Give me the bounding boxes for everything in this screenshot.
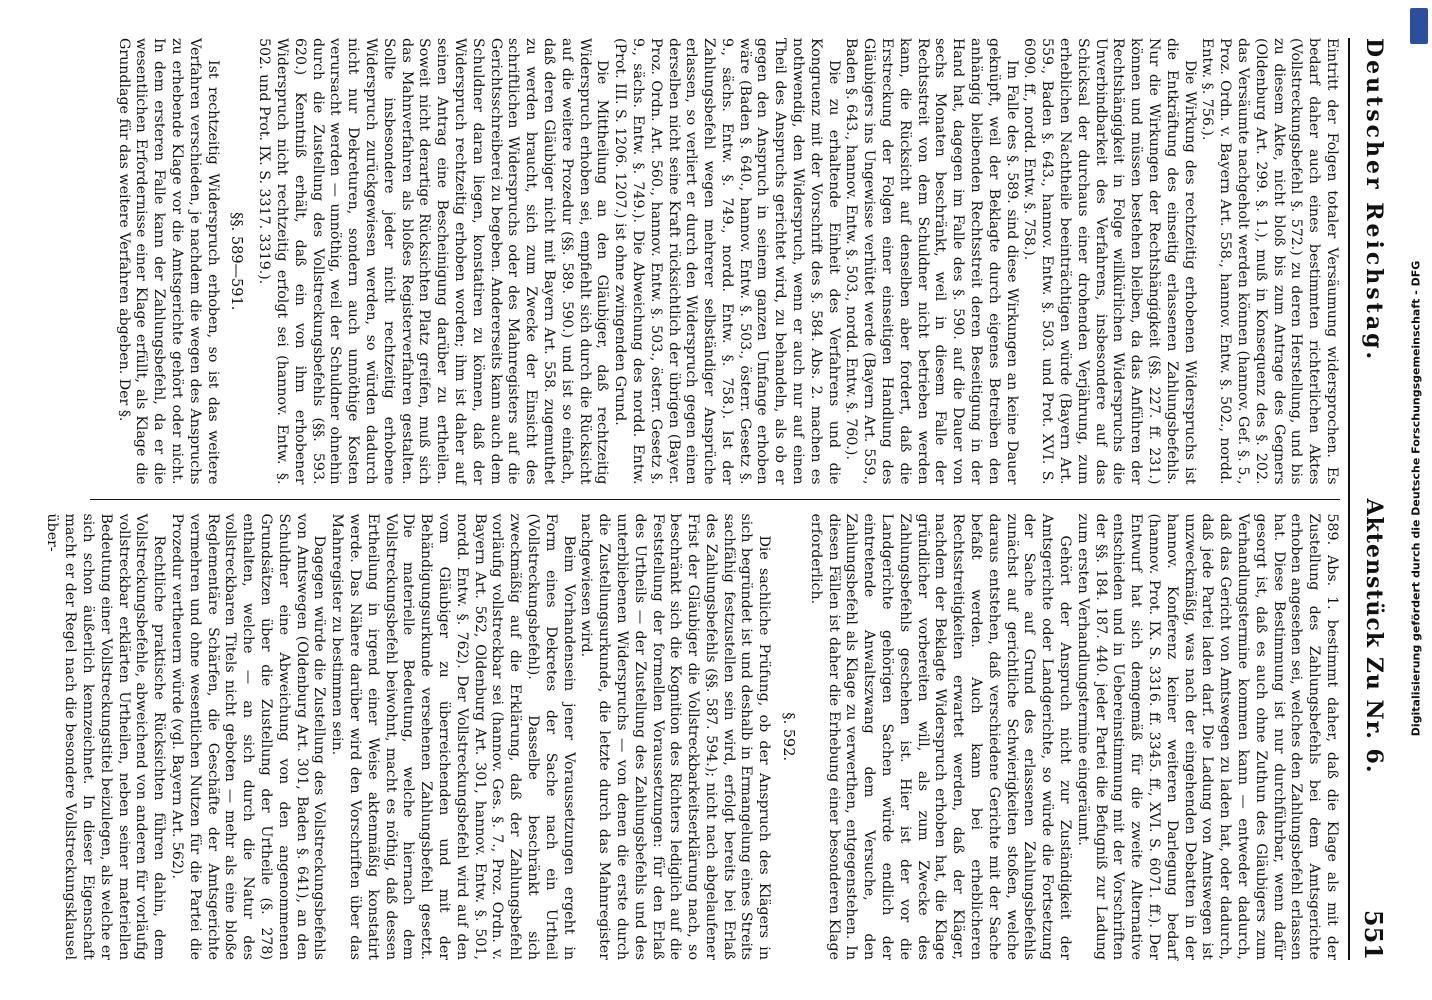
paragraph: Die sachliche Prüfung, ob der Anspruch des Klägers in sich begründet ist und deshalb in Ermangelung eines Streits sachfähig festzustellen sein wird, erfolgt bereits bei Erlaß des Zahlungsbefehls (§§. 587. 594.); nicht nach abgelaufener Frist der Gläubiger die Vollstreckbarkeitserklärung nach, so beschränkt sich die Kognition des Richters lediglich auf die Feststellung der formellen Voraussetzungen: für den Erlaß des Urtheils — der Zustellung des Zahlungsbefehls und des unterbliebenen Widerspruchs — von denen die erste durch die Zustellungsurkunde, die letzte durch das Mahnregister nachgewiesen wird. — [578, 513, 773, 960]
paragraph: Beim Vorhandensein jener Voraussetzungen ergeht in Form eines Dekretes der Sache nach ein Urtheil (Vollstreckungsbefehl). Dasselbe beschränkt sich zweckmäßig auf die Erklärung, daß der Zahlungsbefehl vorläufig vollstreckbar sei (hannov. Ges. §. 7., Proz. Ordn. v. Bayern Art. 562, Oldenburg Art. 301, hannov. Entw. §. 501, nordd. Entw. §. 762). Der Vollstreckungsbefehl wird auf den vom Gläubiger zu überreichenden und mit der Behändigungsurkunde versehenen Zahlungsbefehl gesetzt. Die materielle Bedeutung, welche hiernach dem Vollstreckungsbefehl beiwohnt, macht es nöthig, daß dessen Ertheilung in irgend einer Weise aktenmäßig konstatirt werde. Das Nähere darüber wird den Vorschriften über das Mahnregister zu bestimmen sein. — [329, 513, 577, 960]
scanned-page — [26, 10, 1406, 990]
text-columns — [44, 38, 1340, 960]
paragraph: Gehört der Anspruch nicht zur Zuständigkeit der Amtsgerichte oder Landgerichte, so würde die Fortsetzung der Sache auf Grund des erlassenen Zahlungsbefehls zunächst auf gerichtliche Schwierigkeiten stoßen, welche daraus entstehen, daß verschiedene Gerichte mit der Sache befaßt werden. Auch kann bei erheblicheren Rechtsstreitigkeiten erwartet werden, daß der Kläger, nachdem der Beklagte Widerspruch erhoben hat, die Klage gründlicher vorbereiten will, als zum Zwecke des Zahlungsbefehls geschehen ist. Hier ist der vor die Landgerichte gehörigen Sachen würde endlich der eintretende Anwaltszwang dem Versuche, den Zahlungsbefehl als Klage zu verwerthen, entgegenstehen. In diesen Fällen ist daher die Erhebung einer besonderen Klage erforderlich. — [807, 513, 1074, 960]
paragraph: Rechtliche praktische Rücksichten führen dahin, dem Vollstreckungsbefehle, abweichend von anderen für vorläufig vollstreckbar erklärten Urtheilen, neben seiner materiellen Bedeutung einer Vollstreckungstitel beizulegen, als welche er sich schon äußerlich kennzeichnet. In dieser Eigenschaft macht er der Regel nach die besondere Vollstreckungsklausel über- — [44, 513, 168, 960]
paragraph: Eintritt der Folgen totaler Versäumung widersprochen. Es bedarf daher auch eines bestimmten richterlichen Aktes (Vollstreckungsbefehl §. 572.) zu deren Herstellung, und bis zu diesem Akte, nicht bloß bis zum Antrage des Gegners (Oldenburg Art. 299. §. 1.), muß in Konsequenz des §. 202. das Versäumte nachgeholt werden können (hannov. Gef. §. 5., Proz. Ordn. v. Bayern Art. 558., hannov. Entw. §. 502., nordd. Entw. §. 756.). — [1199, 38, 1340, 485]
paragraph: Im Falle des §. 589. sind diese Wirkungen an keine Dauer geknüpft, weil der Beklagte durch eigenes Betreiben den anhängig bleibenden Rechtsstreit deren Beseitigung in der Hand hat, dagegen im Falle des §. 590. auf die Dauer von sechs Monaten beschränkt, weil in diesem Falle der Rechtsstreit von dem Schuldner nicht betrieben werden kann, die Rücksicht auf denselben aber fordert, daß die Erstreckung der Folgen einer einseitigen Handlung des Gläubigers ins Ungewisse verhütet werde (Bayern Art. 559., Baden §. 643., hannov. Entw. §. 503., nordd. Entw. §. 760.). — [843, 38, 1020, 485]
running-head-title: Deutscher Reichstag. — [1361, 38, 1387, 363]
page-number: 551 — [1359, 909, 1389, 960]
dfg-logo-badge — [1410, 8, 1428, 44]
section-heading: §§. 589—591. — [228, 212, 245, 311]
left-column — [90, 38, 1340, 485]
paragraph: Die Mittheilung an den Gläubiger, daß rechtzeitig Widerspruch erhoben sei, empfiehlt sich durch die Rücksicht auf die weitere Prozedur (§§. 589. 590.) und ist so einfach, daß deren Gläubiger nicht mit Bayern Art. 558. zugemuthet zu werden braucht, sich zum Zwecke der Einsicht des schriftlichen Widerspruchs oder des Mahnregisters auf die Gerichtsschreiberei zu begeben. Andererseits kann auch dem Schuldner daran liegen, konstatiren zu können, daß der Widerspruch rechtzeitig erhoben worden; ihm ist daher auf seinen Antrag eine Bescheinigung darüber zu ertheilen. Soweit nicht derartige Rücksichten Platz greifen, muß sich das Mahnverfahren als bloßes Registerverfahren gestalten. Sollte insbesondere jeder nicht rechtzeitig erhobene Widerspruch zurückgewiesen werden, so würden dadurch nicht nur Dekreturen, sondern auch unnöthige Kosten verursacht werden — unnöthig, weil der Schuldner ohnehin durch die Zustellung des Vollstreckungsbefehls (§§. 593. 620.) Kenntniß erhält, daß ein von ihm erhobener Widerspruch nicht rechtzeitig erfolgt sei (hannov. Entw. §. 502. und Prot. IX. S. 3317. 3319.). — [256, 38, 611, 485]
section-heading: §. 592. — [780, 712, 797, 762]
right-column — [44, 513, 1340, 961]
running-head — [1348, 38, 1392, 960]
digitization-credit: Digitalisierung gefördert durch die Deutsche Forschungsgemeinschaft - DFG — [1409, 260, 1423, 737]
paragraph: 589. Abs. 1. bestimmt daher, daß die Klage als mit der Zustellung des Zahlungsbefehls bei dem Amtsgerichte erhoben angesehen sei, welches den Zahlungsbefehl erlassen hat. Diese Bestimmung ist nur durchführbar, wenn dafür gesorgt ist, daß es auch ohne Zuthun des Gläubigers zum Verhandlungstermine kommen kann — entweder dadurch, daß das Gericht von Amtswegen zu laden hat, oder dadurch, daß jede Partei laden darf. Die Ladung von Amtswegen ist unzweckmäßig, was nach der eingehenden Debatten in der hannov. Konferenz keiner weiteren Darlegung bedarf (hannov. Prot. IX. S. 3316. ff. 3345. ff., XVI. S. 6071. ff.). Der Entwurf hat sich demgemäß für die zweite Alternative entschieden und in Uebereinstimmung mit der Vorschriften der §§. 184. 187. 440. jeder Partei die Befugniß zur Ladung zum ersten Verhandlungstermine eingeräumt. — [1074, 513, 1340, 960]
paragraph: Die zu erhaltende Einheit des Verfahrens und die Kongruenz mit der Vorschrift des §. 584. Abs. 2. machen es nothwendig, den Widerspruch, wenn er auch nur auf einen Theil des Anspruchs gerichtet wird, zu behandeln, als ob er gegen den Anspruch in seinem ganzen Umfange erhoben wäre (Baden §. 640., hannov. Entw. §. 503., österr. Gesetz §. 9., sächs. Entw. §. 749., nordd. Entw. §. 758.). Ist der Zahlungsbefehl wegen mehrerer selbständiger Ansprüche erlassen, so verliert er durch den Widerspruch gegen einen derselben nicht seine Kraft rücksichtlich der übrigen (Bayer. Proz. Ordn. Art. 560., hannov. Entw. §. 503., österr. Gesetz §. 9., sächs. Entw. §. 749.). Die Abweichung des nordd. Entw. (Prot. III. S. 1206. 1207.) ist ohne zwingenden Grund. — [612, 38, 842, 485]
paragraph: Ist rechtzeitig Widerspruch erhoben, so ist das weitere Verfahren verschieden, je nachdem die wegen des Anspruchs zu erhebende Klage vor die Amtsgerichte gehört oder nicht. In dem ersteren Falle kann der Zahlungsbefehl, da er die wesentlichen Erfordernisse einer Klage erfüllt, als Klage die Grundlage für das weitere Verfahren abgeben. Der §. — [115, 38, 221, 485]
column-divider — [90, 499, 1340, 500]
paragraph: Die Wirkung des rechtzeitig erhobenen Widerspruchs ist die Entkräftung des einseitig erlassenen Zahlungsbefehls. Nur die Wirkungen der Rechtshängigkeit (§§. 227. ff. 231.) können und müssen bestehen bleiben, da das Anführen der Rechtshängigkeit in Folge willkürlichen Widerspruchs die Unverbindbarkeit des Verfahrens, insbesondere auf das Schicksal der durchaus einer drohenden Verjährung, zum erheblichen Nachtheile beeinträchtigen würde (Bayern Art. 559., Baden §. 643., hannov. Entw. §. 503. und Prot. XVI. S. 6090. ff., nordd. Entw. §. 758.). — [1021, 38, 1198, 485]
paragraph: Dagegen würde die Zustellung des Vollstreckungsbefehls von Amtswegen (Oldenburg Art. 301, Baden §. 641), an den Schuldner eine Abweichung von den angenommenen Grundsätzen über die Zustellung der Urtheile (§. 278) enthalten, welche — an sich durch die Natur des vollstreckbaren Titels nicht geboten — mehr als eine bloße Reglementäre Schärfen, die Geschäfte der Amtsgerichte vermehren und ohne wesentlichen Nutzen für die Partei die Prozedur vertheuern würde (vgl. Bayern Art. 562). — [169, 513, 328, 960]
running-head-document-number: Aktenstück Zu Nr. 6. — [1361, 498, 1387, 774]
